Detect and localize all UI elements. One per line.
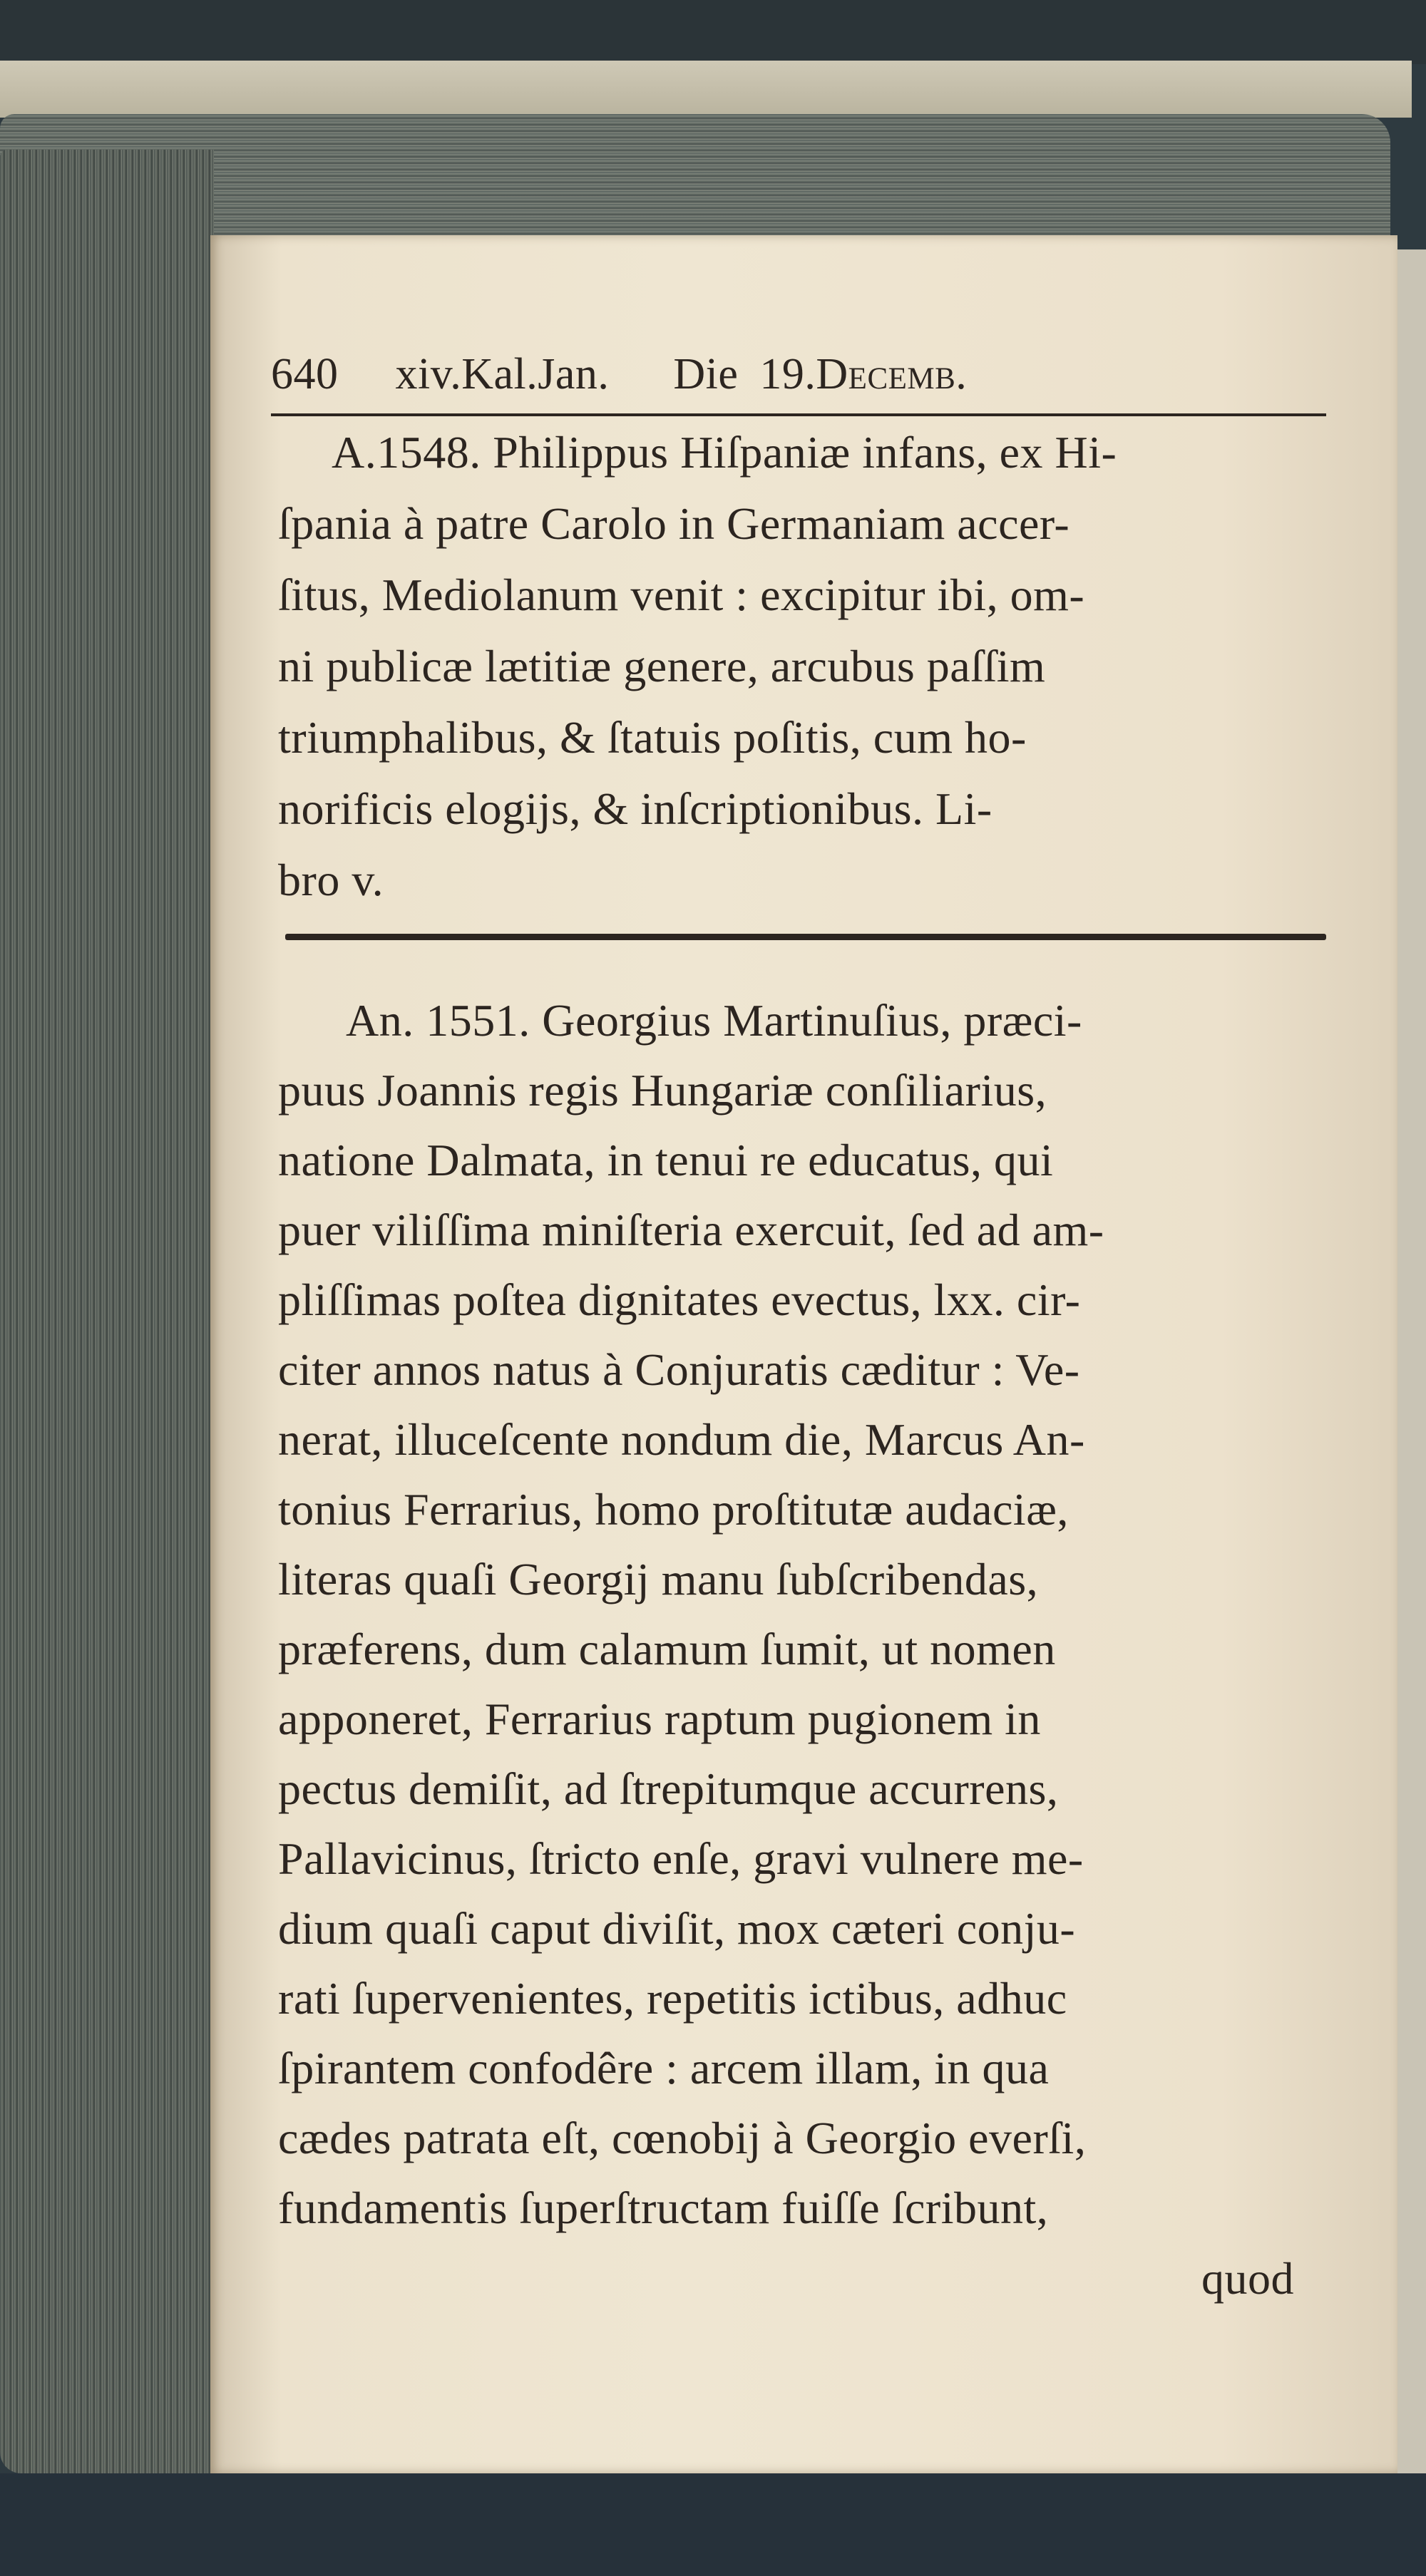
entry2-line: pliſſimas poſtea dignitates evectus, lxx. cir- bbox=[278, 1274, 1081, 1325]
background-top bbox=[0, 0, 1426, 64]
entry2-line: natione Dalmata, in tenui re educatus, qui bbox=[278, 1135, 1054, 1185]
book-page bbox=[210, 235, 1397, 2473]
top-endpaper bbox=[0, 61, 1412, 118]
section-rule bbox=[285, 934, 1326, 940]
page-number: 640 bbox=[271, 350, 339, 398]
entry1-line: ſitus, Mediolanum venit : excipitur ibi, om- bbox=[278, 570, 1085, 620]
entry2-line: cædes patrata eſt, cœnobij à Georgio everſi, bbox=[278, 2113, 1087, 2163]
head-day: Die 19. bbox=[673, 350, 816, 398]
background-bottom bbox=[0, 2473, 1426, 2576]
entry1-line: triumphalibus, & ſtatuis poſitis, cum ho- bbox=[278, 712, 1027, 763]
entry1-line: bro v. bbox=[278, 855, 384, 905]
entry1-line: A.1548. Philippus Hiſpaniæ infans, ex Hi- bbox=[332, 427, 1117, 478]
entry2-line: præferens, dum calamum ſumit, ut nomen bbox=[278, 1624, 1056, 1674]
book-cover-right bbox=[1394, 249, 1426, 2480]
entry2-line: puer viliſſima miniſteria exercuit, ſed ad am- bbox=[278, 1205, 1104, 1255]
entry2-line: tonius Ferrarius, homo proſtitutæ audaciæ, bbox=[278, 1484, 1069, 1535]
running-head bbox=[271, 349, 967, 400]
entry2-line: puus Joannis regis Hungariæ conſiliarius, bbox=[278, 1065, 1047, 1116]
entry2-line: apponeret, Ferrarius raptum pugionem in bbox=[278, 1694, 1041, 1744]
head-rule bbox=[271, 413, 1326, 416]
entry2-line: citer annos natus à Conjuratis cæditur : Ve- bbox=[278, 1344, 1080, 1395]
entry2-line: nerat, illuceſcente nondum die, Marcus An- bbox=[278, 1414, 1085, 1465]
entry2-line: pectus demiſit, ad ſtrepitumque accurrens, bbox=[278, 1763, 1059, 1814]
head-date: xiv.Kal.Jan. bbox=[395, 350, 610, 398]
entry2-line: Pallavicinus, ſtricto enſe, gravi vulnere me- bbox=[278, 1833, 1084, 1884]
entry2-line: ſpirantem confodêre : arcem illam, in qua bbox=[278, 2043, 1050, 2093]
entry1-line: ni publicæ lætitiæ genere, arcubus paſſim bbox=[278, 641, 1046, 691]
entry2-line: rati ſupervenientes, repetitis ictibus, adhuc bbox=[278, 1973, 1067, 2024]
head-month: Decemb. bbox=[816, 350, 968, 398]
entry1-line: ſpania à patre Carolo in Germaniam accer- bbox=[278, 498, 1070, 549]
entry2-line: fundamentis ſuperſtructam fuiſſe ſcribunt, bbox=[278, 2183, 1049, 2233]
entry2-line: An. 1551. Georgius Martinuſius, præci- bbox=[346, 995, 1082, 1046]
catchword: quod bbox=[1201, 2253, 1294, 2304]
book-fore-edge bbox=[0, 150, 214, 2473]
entry2-line: literas quaſi Georgij manu ſubſcribendas, bbox=[278, 1554, 1039, 1604]
entry1-line: norificis elogijs, & inſcriptionibus. Li- bbox=[278, 783, 992, 834]
entry2-line: dium quaſi caput diviſit, mox cæteri conju- bbox=[278, 1903, 1076, 1954]
